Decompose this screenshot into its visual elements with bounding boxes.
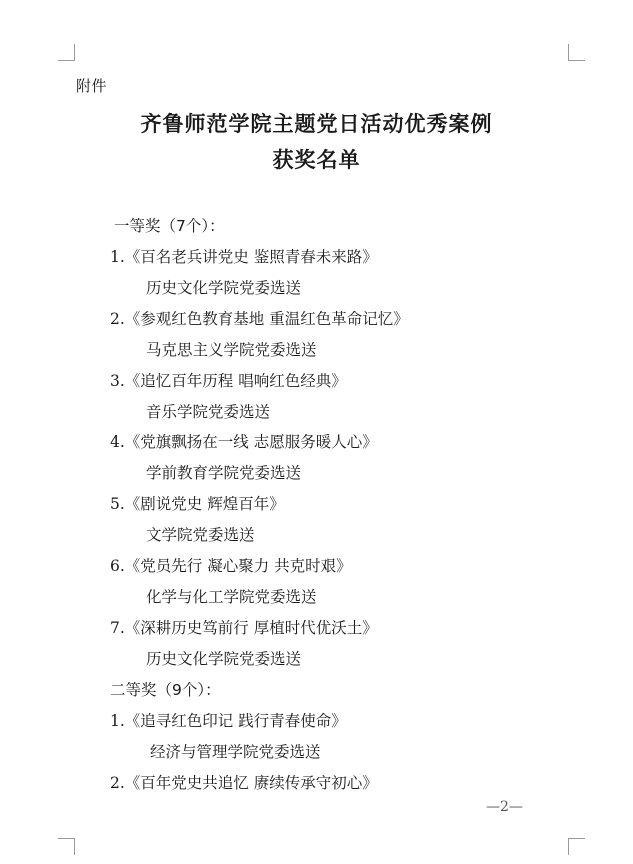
attachment-label: 附件 [76, 77, 108, 95]
document-subtitle: 获奖名单 [272, 147, 361, 172]
first-prize-heading: 一等奖（7个）： [114, 217, 225, 235]
first-prize-entry-7-org: 历史文化学院党委选送 [146, 650, 302, 668]
first-prize-entry-1-org: 历史文化学院党委选送 [146, 279, 302, 297]
first-prize-entry-5-title: 5.《剧说党史 辉煌百年》 [110, 495, 285, 513]
second-prize-heading: 二等奖（9个）： [110, 681, 221, 699]
crop-mark-top-left [58, 44, 75, 61]
second-prize-entry-1-org: 经济与管理学院党委选送 [150, 743, 321, 761]
first-prize-entry-6-org: 化学与化工学院党委选送 [146, 588, 317, 606]
document-title: 齐鲁师范学院主题党日活动优秀案例 [140, 111, 493, 136]
first-prize-entry-7-title: 7.《深耕历史笃前行 厚植时代优沃土》 [110, 619, 378, 637]
first-prize-entry-4-title: 4.《党旗飘扬在一线 志愿服务暖人心》 [110, 433, 378, 451]
first-prize-entry-3-org: 音乐学院党委选送 [146, 403, 271, 421]
first-prize-entry-3-title: 3.《追忆百年历程 唱响红色经典》 [110, 372, 347, 390]
first-prize-entry-5-org: 文学院党委选送 [146, 526, 255, 544]
first-prize-entry-1-title: 1.《百名老兵讲党史 鉴照青春未来路》 [110, 248, 378, 266]
crop-mark-bottom-left [58, 838, 75, 855]
page-number: —2— [486, 799, 523, 815]
second-prize-entry-2-title: 2.《百年党史共追忆 赓续传承守初心》 [110, 774, 378, 792]
crop-mark-top-right [568, 44, 585, 61]
first-prize-entry-6-title: 6.《党员先行 凝心聚力 共克时艰》 [110, 557, 352, 575]
first-prize-entry-2-title: 2.《参观红色教育基地 重温红色革命记忆》 [110, 310, 409, 328]
crop-mark-bottom-right [568, 838, 585, 855]
first-prize-entry-2-org: 马克思主义学院党委选送 [146, 341, 317, 359]
first-prize-entry-4-org: 学前教育学院党委选送 [146, 464, 302, 482]
second-prize-entry-1-title: 1.《追寻红色印记 践行青春使命》 [110, 712, 347, 730]
